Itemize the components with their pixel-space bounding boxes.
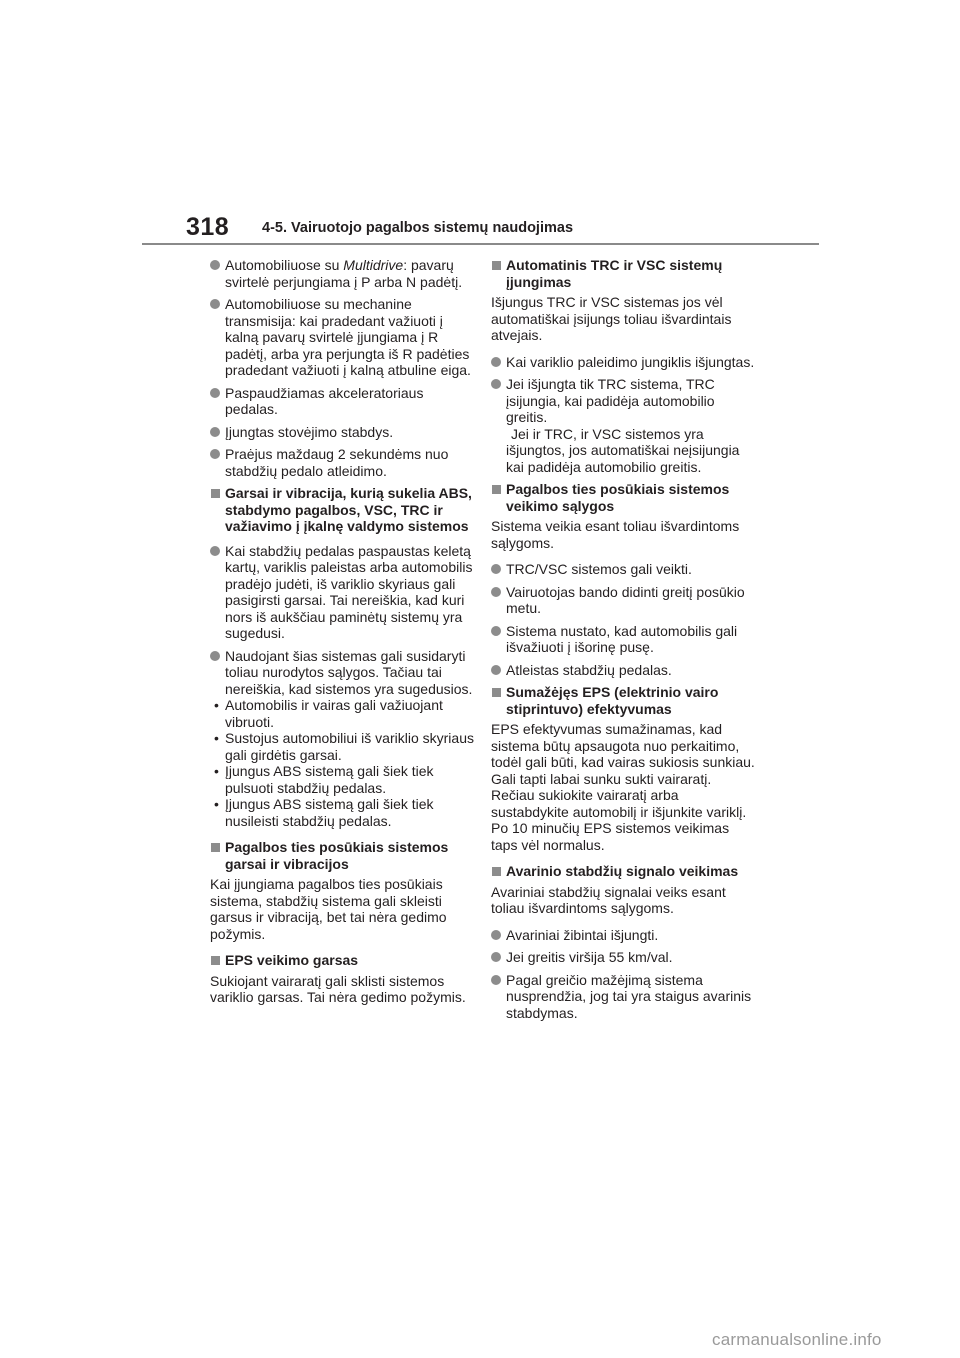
subsection-heading: Garsai ir vibracija, kurią sukelia ABS, stabdymo pagalbos, VSC, TRC ir važiavimo į įkalnę valdymo sistemos <box>210 485 474 535</box>
section-title: 4-5. Vairuotojo pagalbos sistemų naudojimas <box>262 220 574 236</box>
bullet-icon <box>491 564 501 574</box>
list-item: Jei greitis viršija 55 km/val. <box>491 949 755 966</box>
list-item: Paspaudžiamas akceleratoriaus pedalas. <box>210 385 474 418</box>
page-number: 318 <box>186 213 230 241</box>
square-bullet-icon <box>492 485 501 494</box>
bullet-icon <box>491 357 501 367</box>
bullet-icon <box>210 388 220 398</box>
list-item: Naudojant šias sistemas gali susidaryti toliau nurodytos sąlygos. Tačiau tai nereiškia, kad sistemos yra sugedusios. <box>210 648 474 698</box>
list-item: TRC/VSC sistemos gali veikti. <box>491 561 755 578</box>
left-column <box>210 257 474 1012</box>
list-item: Pagal greičio mažėjimą sistema nusprendžia, jog tai yra staigus avarinis stabdymas. <box>491 972 755 1022</box>
bullet-icon <box>491 930 501 940</box>
bullet-icon <box>491 952 501 962</box>
list-item: Praėjus maždaug 2 sekundėms nuo stabdžių pedalo atleidimo. <box>210 446 474 479</box>
right-column <box>491 257 755 1027</box>
paragraph: Kai įjungiama pagalbos ties posūkiais sistema, stabdžių sistema gali skleisti garsus ir vibraciją, bet tai nėra gedimo požymis. <box>210 876 447 942</box>
square-bullet-icon <box>492 688 501 697</box>
list-item: Avariniai žibintai išjungti. <box>491 927 755 944</box>
list-item: Įjungtas stovėjimo stabdys. <box>210 424 474 441</box>
sub-list-item: • Įjungus ABS sistemą gali šiek tiek nusileisti stabdžių pedalas. <box>214 796 434 829</box>
subsection-heading: EPS veikimo garsas <box>210 952 474 969</box>
paragraph: Sukiojant vairaratį gali sklisti sistemos variklio garsas. Tai nėra gedimo požymis. <box>210 972 466 1005</box>
subsection-heading: Avarinio stabdžių signalo veikimas <box>491 863 755 880</box>
bullet-icon <box>491 975 501 985</box>
list-item: Vairuotojas bando didinti greitį posūkio metu. <box>491 584 755 617</box>
sub-list-item: • Automobilis ir vairas gali važiuojant vibruoti. <box>214 697 443 730</box>
bullet-icon <box>210 651 220 661</box>
bullet-icon <box>210 260 220 270</box>
list-item: Jei išjungta tik TRC sistema, TRC įsijungia, kai padidėja automobilio greitis. Jei ir TRC, ir VSC sistemos yra išjungtos, jos automatiškai neįsijungia kai padidėja automobilio greitis. <box>491 376 755 475</box>
sub-list-item: • Sustojus automobiliui iš variklio skyriaus gali girdėtis garsai. <box>214 730 474 763</box>
paragraph: Išjungus TRC ir VSC sistemas jos vėl automatiškai įsijungs toliau išvardintais atvejais. <box>491 294 732 343</box>
square-bullet-icon <box>211 956 220 965</box>
bullet-icon <box>210 546 220 556</box>
subsection-heading: Automatinis TRC ir VSC sistemų įjungimas <box>491 257 755 290</box>
square-bullet-icon <box>211 489 220 498</box>
list-item: Atleistas stabdžių pedalas. <box>491 662 755 679</box>
bullet-icon <box>210 299 220 309</box>
subsection-heading: Pagalbos ties posūkiais sistemos garsai ir vibracijos <box>210 839 474 872</box>
list-item: Sistema nustato, kad automobilis gali išvažiuoti į išorinę pusę. <box>491 623 755 656</box>
subsection-heading: Sumažėjęs EPS (elektrinio vairo stiprintuvo) efektyvumas <box>491 684 755 717</box>
list-item: Kai variklio paleidimo jungiklis išjungtas. <box>491 354 755 371</box>
square-bullet-icon <box>492 261 501 270</box>
bullet-icon <box>491 379 501 389</box>
list-item: Automobiliuose su mechanine transmisija: kai pradedant važiuoti į kalną pavarų svirtelė įjungiama į R padėtį, arba yra perjungta iš R padėties pradedant važiuoti į kalną atbuline eiga. <box>210 296 474 379</box>
list-item: Kai stabdžių pedalas paspaustas keletą kartų, variklis paleistas arba automobilis pradėjo judėti, iš variklio skyriaus gali pasigirsti garsai. Tai nereiškia, kad kuri nors iš aukščiau paminėtų sistemų yra sugedusi. <box>210 543 474 642</box>
sub-list-item: • Įjungus ABS sistemą gali šiek tiek pulsuoti stabdžių pedalas. <box>214 763 434 796</box>
subsection-heading: Pagalbos ties posūkiais sistemos veikimo sąlygos <box>491 481 755 514</box>
square-bullet-icon <box>492 867 501 876</box>
paragraph: Avariniai stabdžių signalai veiks esant toliau išvardintoms sąlygoms. <box>491 883 726 916</box>
header-rule <box>142 243 819 245</box>
watermark: carmanualsonline.info <box>712 1330 882 1349</box>
bullet-icon <box>210 449 220 459</box>
paragraph: EPS efektyvumas sumažinamas, kad sistema būtų apsaugota nuo perkaitimo, todėl gali būti, kad vairas sukiosis sunkiau. Gali tapti labai sunku sukti vairaratį. Rečiau sukiokite vairaratį arba sustabdykite automobilį ir išjunkite variklį. Po 10 minučių EPS sistemos veikimas taps vėl normalus. <box>491 721 755 853</box>
bullet-icon <box>491 626 501 636</box>
bullet-icon <box>491 665 501 675</box>
square-bullet-icon <box>211 843 220 852</box>
list-item: Automobiliuose su Multidrive: pavarų svirtelė perjungiama į P arba N padėtį. <box>210 257 474 290</box>
bullet-icon <box>210 427 220 437</box>
bullet-icon <box>491 587 501 597</box>
paragraph: Sistema veikia esant toliau išvardintoms sąlygoms. <box>491 518 740 551</box>
